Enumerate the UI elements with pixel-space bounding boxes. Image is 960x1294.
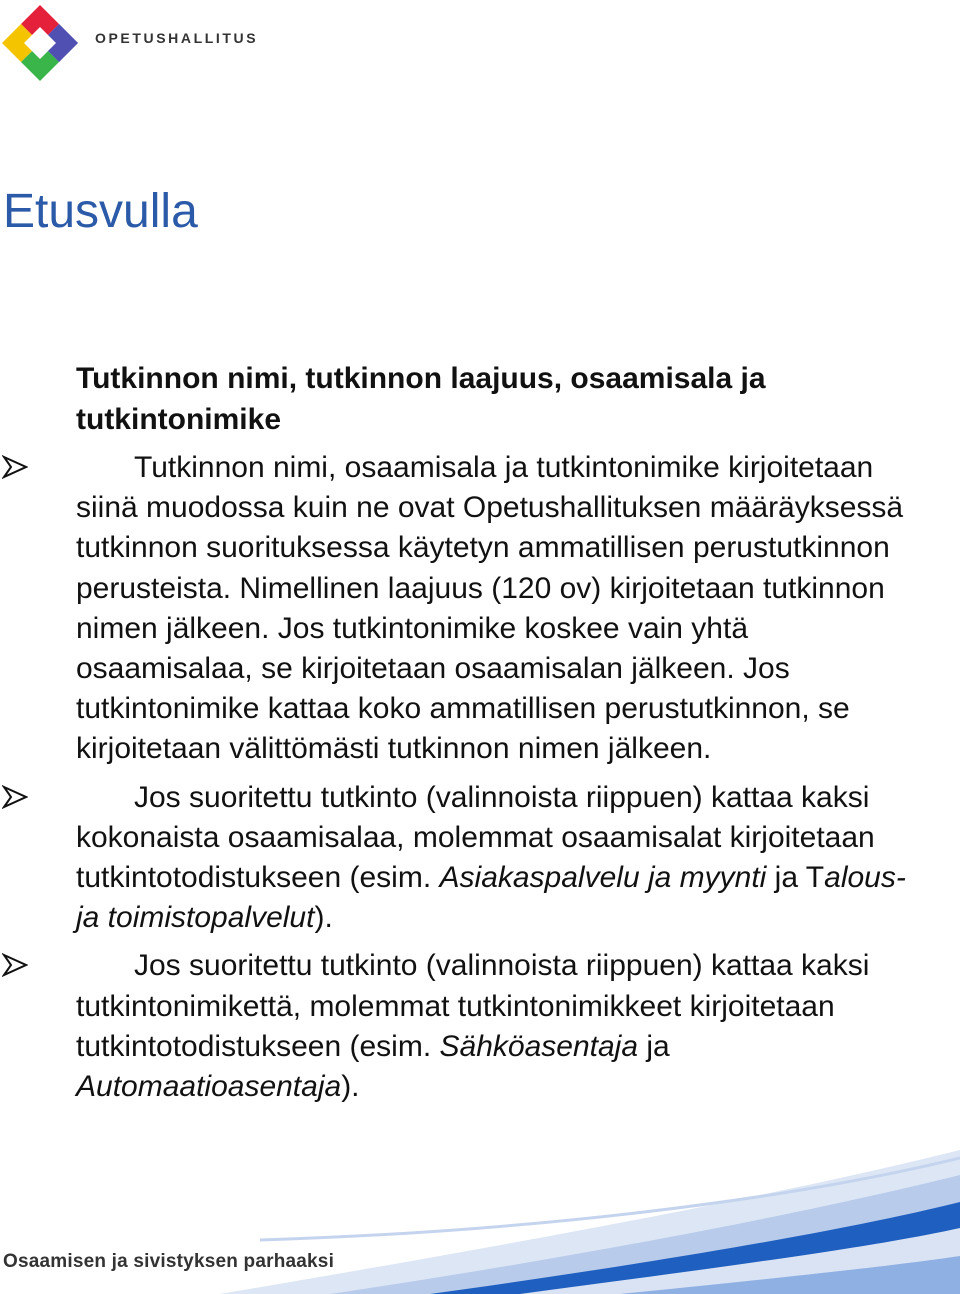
example-term: Automaatioasentaja <box>76 1070 342 1104</box>
slide-content <box>76 358 906 1107</box>
brand-name: OPETUSHALLITUS <box>95 30 259 46</box>
bullet-item <box>76 448 906 770</box>
example-term: Asiakaspalvelu ja myynti <box>439 861 767 895</box>
bullet-item <box>76 778 906 939</box>
bullet-text: Jos suoritettu tutkinto (valinnoista riippuen) kattaa kaksi kokonaista osaamisalaa, molemmat osaamisalat kirjoitetaan tutkintotodistukseen (esim. <box>76 780 875 895</box>
arrowhead-bullet-icon <box>2 953 28 977</box>
bullet-text: Jos suoritettu tutkinto (valinnoista riippuen) kattaa kaksi tutkintonimikettä, molemmat tutkintonimikkeet kirjoitetaan tutkintotodistukseen (esim. <box>76 949 870 1063</box>
diamond-logo-icon <box>2 5 78 81</box>
slide-heading: Tutkinnon nimi, tutkinnon laajuus, osaamisala ja tutkintonimike <box>76 362 766 436</box>
connector-text: ja T <box>766 861 825 895</box>
bullet-text: Tutkinnon nimi, osaamisala ja tutkintonimike kirjoitetaan siinä muodossa kuin ne ovat Opetushallituksen määräyksessä tutkinnon suorituksessa käytetyn ammatillisen perustutkinnon perusteista. Nimellinen laajuus (120 ov) kirjoitetaan tutkinnon nimen jälkeen. Jos tutkintonimike koskee vain yhtä osaamisalaa, se kirjoitetaan osaamisalan jälkeen. Jos tutkintonimike kattaa koko ammatillisen perustutkinnon, se kirjoitetaan välittömästi tutkinnon nimen jälkeen. <box>76 451 904 766</box>
footer-slogan: Osaamisen ja sivistyksen parhaaksi <box>3 1251 335 1272</box>
opetushallitus-logo <box>0 0 259 82</box>
slide-title: Etusvulla <box>3 185 198 238</box>
arrowhead-bullet-icon <box>2 455 28 479</box>
connector-text: ja <box>638 1029 670 1063</box>
closing-text: ). <box>314 901 333 935</box>
example-term: alous- ja toimistopalvelut <box>76 861 906 935</box>
example-term: Sähköasentaja <box>439 1029 639 1063</box>
bullet-item <box>76 946 906 1107</box>
arrowhead-bullet-icon <box>2 785 28 809</box>
closing-text: ). <box>341 1070 360 1104</box>
